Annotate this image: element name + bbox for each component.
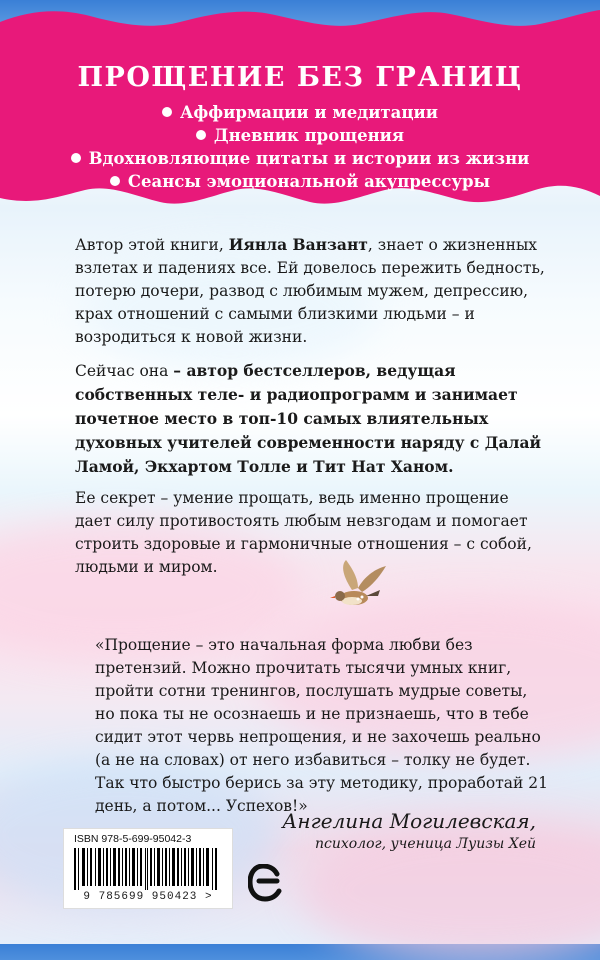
bullet-dot-icon: [196, 130, 206, 140]
feature-label: Сеансы эмоциональной акупрессуры: [127, 172, 491, 191]
bird-icon: [322, 560, 388, 618]
barcode-icon: [74, 848, 222, 890]
author-name: Иянла Ванзант: [228, 235, 368, 254]
bullet-dot-icon: [110, 176, 120, 186]
feature-item: [0, 101, 600, 124]
eksmo-logo-icon: [248, 864, 282, 902]
achievements-bold: – автор бестселлеров, ведущая собственных теле- и радиопрограмм и занимает почетное место в топ-10 самых влиятельных духовных учителей современности наряду с Далай Ламой, Экхартом Толле и Тит Нат Ханом.: [75, 361, 542, 476]
feature-label: Дневник прощения: [213, 126, 405, 145]
feature-item: [0, 147, 600, 170]
feature-item: [0, 124, 600, 147]
feature-item: [0, 170, 600, 193]
isbn-barcode-box: [63, 828, 233, 909]
header-banner: [0, 0, 600, 215]
banner-title: ПРОЩЕНИЕ БЕЗ ГРАНИЦ: [77, 62, 523, 93]
feature-label: Аффирмации и медитации: [179, 103, 439, 122]
feature-label: Вдохновляющие цитаты и истории из жизни: [88, 149, 530, 168]
quote-attribution: [282, 808, 536, 854]
feature-list: [0, 101, 600, 193]
bullet-dot-icon: [71, 153, 81, 163]
bullet-dot-icon: [162, 107, 172, 117]
isbn-label: ISBN 978-5-699-95042-3: [74, 833, 192, 845]
secret-paragraph: Ее секрет – умение прощать, ведь именно прощение дает силу противостоять любым невзгодам и помогает строить здоровые и гармоничные отношения – с собой, людьми и миром.: [75, 489, 532, 576]
achievements-paragraph: Сейчас она – автор бестселлеров, ведущая собственных теле- и радиопрограмм и занимает почетное место в топ-10 самых влиятельных духовных учителей современности наряду с Далай Ламой, Экхартом Толле и Тит Нат Ханом.: [75, 361, 542, 476]
barcode-number: 9 785699 950423 >: [83, 891, 213, 903]
testimonial-quote: «Прощение – это начальная форма любви без претензий. Можно прочитать тысячи умных книг, пройти сотни тренингов, послушать мудрые советы, но пока ты не осознаешь и не признаешь, что в тебе сидит этот червь непрощения, и не захочешь реально (а не на словах) от него избавиться – толку не будет. Так что быстро берись за эту методику, проработай 21 день, а потом... Успехов!»: [95, 636, 548, 815]
quote-author: Ангелина Могилевская,: [282, 809, 536, 833]
quote-author-role: психолог, ученица Луизы Хей: [314, 836, 536, 852]
intro-paragraph: Автор этой книги, Иянла Ванзант, знает о жизненных взлетах и падениях все. Ей довелось пережить бедность, потерю дочери, развод с любимым мужем, депрессию, крах отношений с самыми близкими людьми – и возродиться к новой жизни.: [75, 235, 545, 346]
